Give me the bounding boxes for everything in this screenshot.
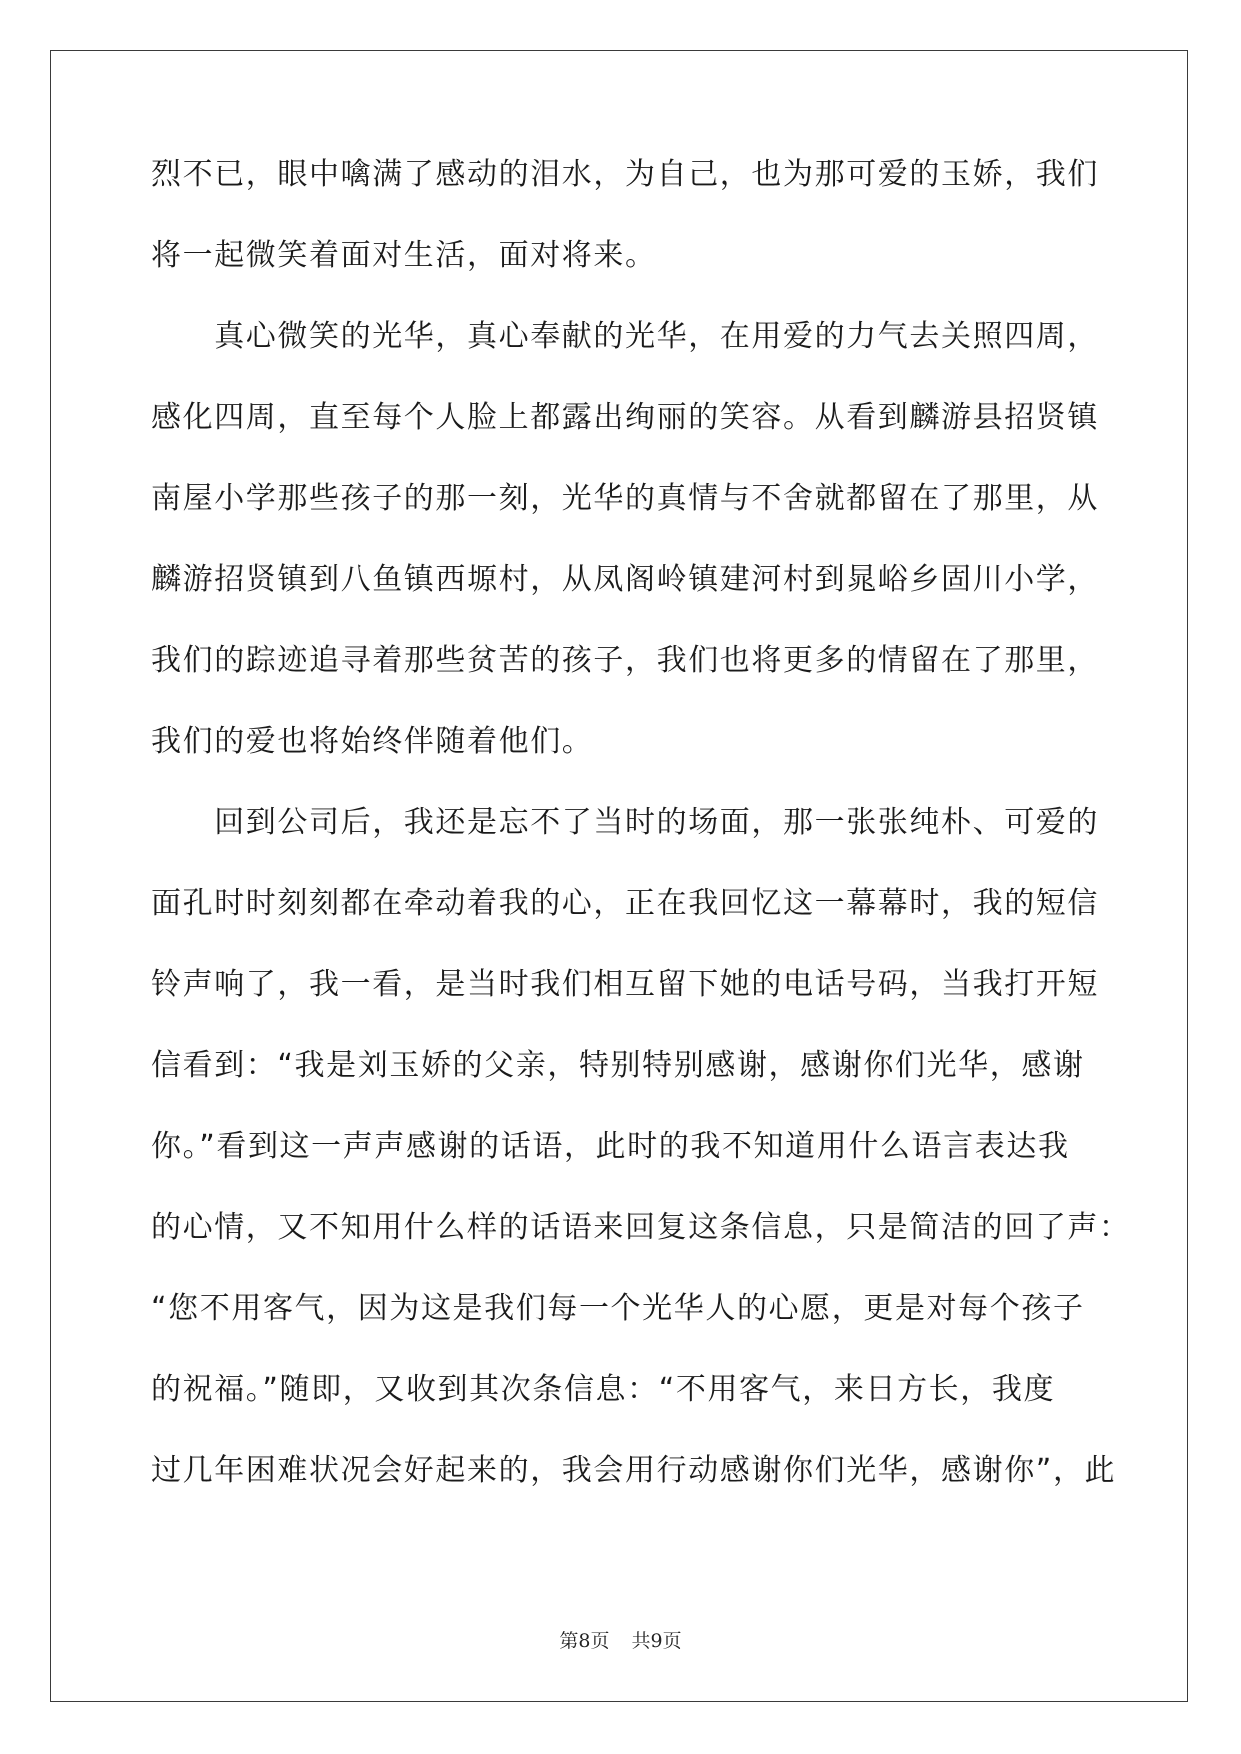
text-line: 我们的踪迹追寻着那些贫苦的孩子，我们也将更多的情留在了那里， <box>151 643 1099 678</box>
page-number-current: 第8页 <box>559 1630 610 1652</box>
text-line: 的心情，又不知用什么样的话语来回复这条信息，只是简洁的回了声： <box>151 1210 1131 1245</box>
text-line: 真心微笑的光华，真心奉献的光华，在用爱的力气去关照四周， <box>151 319 1099 354</box>
page-footer <box>0 1626 1241 1653</box>
text-line: 铃声响了，我一看，是当时我们相互留下她的电话号码，当我打开短 <box>151 967 1099 1002</box>
text-line: 信看到：“我是刘玉娇的父亲，特别特别感谢，感谢你们光华，感谢 <box>151 1048 1085 1083</box>
text-line: 感化四周，直至每个人脸上都露出绚丽的笑容。从看到麟游县招贤镇 <box>151 400 1099 435</box>
text-line: 我们的爱也将始终伴随着他们。 <box>151 724 594 759</box>
text-line: 过几年困难状况会好起来的，我会用行动感谢你们光华，感谢你”，此 <box>151 1453 1117 1488</box>
text-line: 的祝福。”随即，又收到其次条信息：“不用客气，来日方长，我度 <box>151 1372 1056 1407</box>
text-line: 将一起微笑着面对生活，面对将来。 <box>151 238 657 273</box>
text-line: 你。”看到这一声声感谢的话语，此时的我不知道用什么语言表达我 <box>151 1129 1070 1164</box>
text-line: 面孔时时刻刻都在牵动着我的心，正在我回忆这一幕幕时，我的短信 <box>151 886 1099 921</box>
document-body <box>151 157 1131 1537</box>
text-line: 烈不已，眼中噙满了感动的泪水，为自己，也为那可爱的玉娇，我们 <box>151 157 1099 192</box>
text-line: 回到公司后，我还是忘不了当时的场面，那一张张纯朴、可爱的 <box>151 805 1099 840</box>
text-line: 麟游招贤镇到八鱼镇西塬村，从凤阁岭镇建河村到晁峪乡固川小学， <box>151 562 1099 597</box>
page-number-total: 共9页 <box>631 1630 682 1652</box>
text-line: “您不用客气，因为这是我们每一个光华人的心愿，更是对每个孩子 <box>151 1291 1085 1326</box>
text-line: 南屋小学那些孩子的那一刻，光华的真情与不舍就都留在了那里，从 <box>151 481 1099 516</box>
